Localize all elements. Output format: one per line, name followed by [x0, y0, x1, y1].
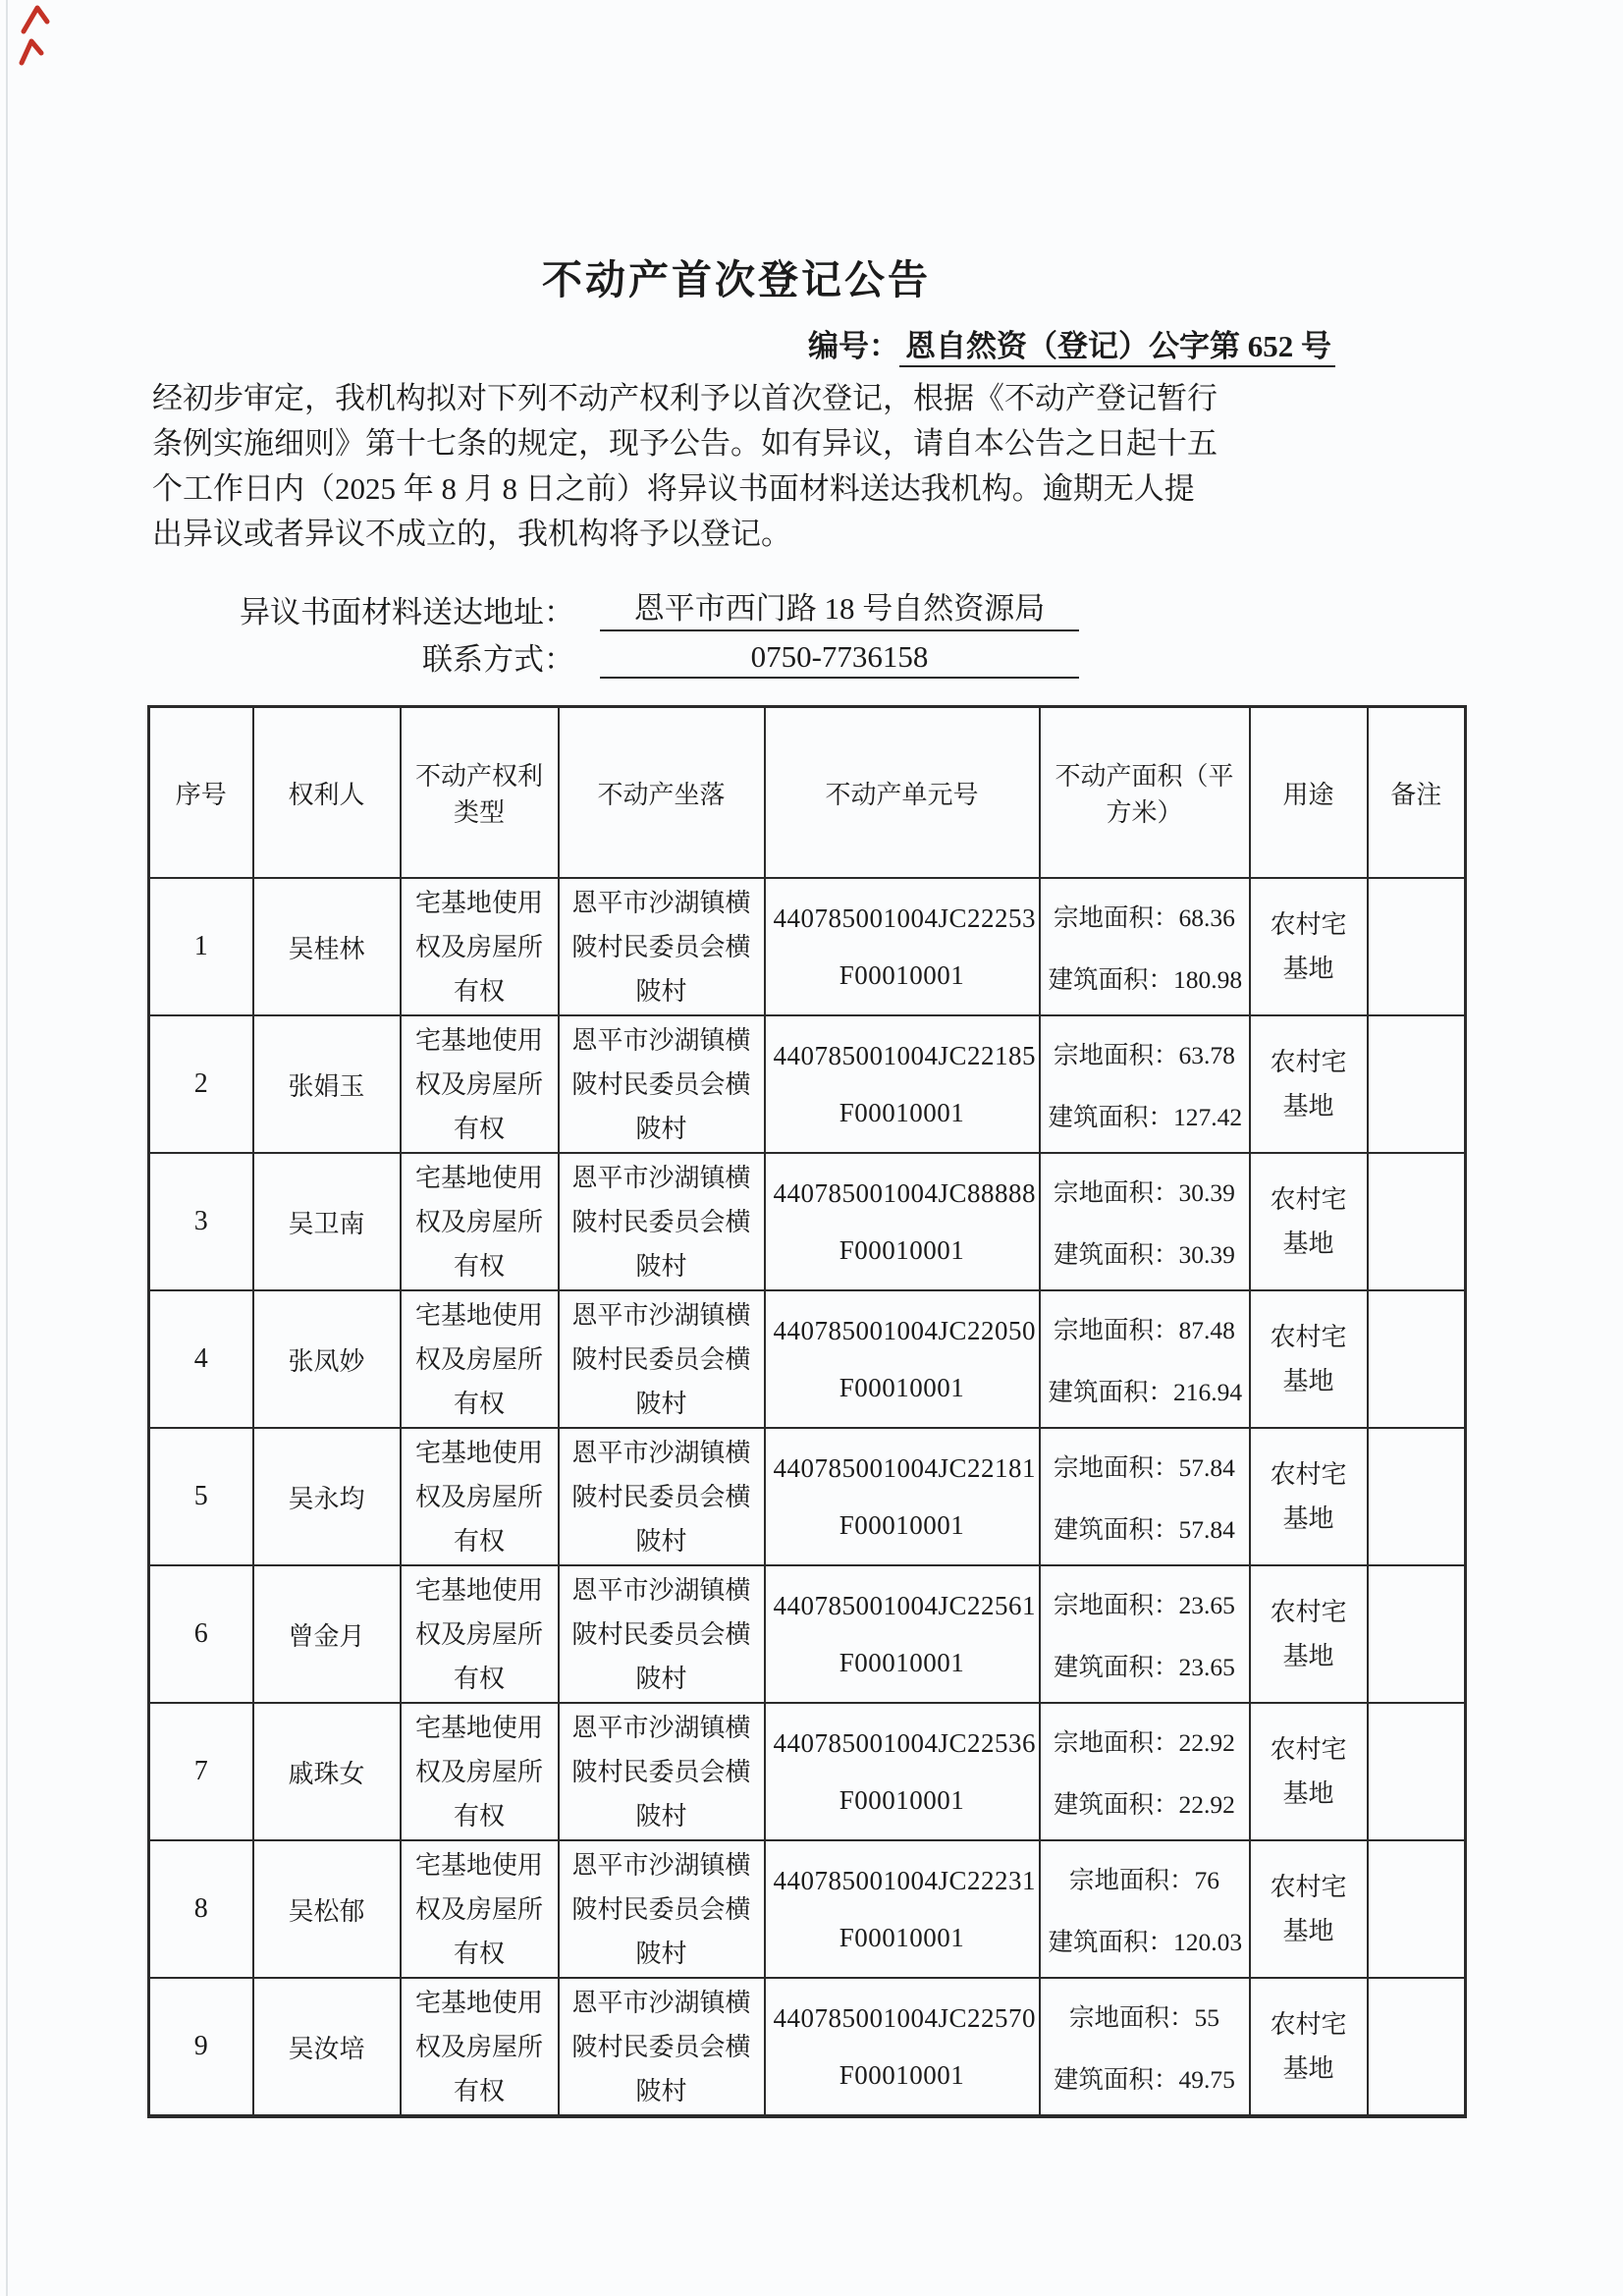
parcel-area-line: 宗地面积：30.39: [1054, 1177, 1235, 1207]
cell-location: 恩平市沙湖镇横陂村民委员会横陂村: [559, 1428, 765, 1565]
parcel-area-line: 宗地面积：68.36: [1054, 902, 1235, 932]
unit-no-line1: 440785001004JC22181: [773, 1452, 1037, 1483]
header-seq: 序号: [149, 707, 253, 879]
cell-location: 恩平市沙湖镇横陂村民委员会横陂村: [559, 878, 765, 1015]
unit-no-line2: F00010001: [839, 1784, 965, 1815]
unit-no-line2: F00010001: [839, 1647, 965, 1677]
body-line: 经初步审定，我机构拟对下列不动产权利予以首次登记，根据《不动产登记暂行: [152, 381, 1217, 415]
cell-owner: 张娟玉: [253, 1015, 401, 1153]
cell-area: [1040, 1015, 1250, 1153]
cell-right-type: 宅基地使用权及房屋所有权: [401, 1840, 559, 1978]
cell-remark: [1368, 878, 1466, 1015]
cell-seq: 4: [149, 1290, 253, 1428]
cell-area: [1040, 1153, 1250, 1290]
cell-usage: 农村宅基地: [1250, 1015, 1368, 1153]
cell-usage: 农村宅基地: [1250, 1290, 1368, 1428]
cell-right-type: 宅基地使用权及房屋所有权: [401, 1153, 559, 1290]
table-row: [149, 1840, 1466, 1978]
table-row: [149, 1290, 1466, 1428]
cell-seq: 6: [149, 1565, 253, 1703]
cell-area: [1040, 1703, 1250, 1840]
header-area: 不动产面积（平方米）: [1040, 707, 1250, 879]
cell-remark: [1368, 1428, 1466, 1565]
cell-remark: [1368, 1840, 1466, 1978]
unit-no-line2: F00010001: [839, 1509, 965, 1540]
cell-right-type: 宅基地使用权及房屋所有权: [401, 1015, 559, 1153]
parcel-area-line: 宗地面积：55: [1068, 2002, 1219, 2032]
unit-no-line2: F00010001: [839, 2059, 965, 2090]
building-area-line: 建筑面积：49.75: [1054, 2064, 1235, 2094]
address-label: 异议书面材料送达地址：: [240, 595, 574, 629]
parcel-area-line: 宗地面积：87.48: [1054, 1315, 1235, 1344]
cell-area: [1040, 1840, 1250, 1978]
header-usage: 用途: [1250, 707, 1368, 879]
cell-remark: [1368, 1015, 1466, 1153]
table-header-row: [149, 707, 1466, 879]
doc-number-value: 恩自然资（登记）公字第 652 号: [899, 329, 1335, 367]
cell-right-type: 宅基地使用权及房屋所有权: [401, 1703, 559, 1840]
cell-right-type: 宅基地使用权及房屋所有权: [401, 878, 559, 1015]
registration-table: [147, 705, 1467, 2118]
unit-no-line2: F00010001: [839, 959, 965, 990]
cell-location: 恩平市沙湖镇横陂村民委员会横陂村: [559, 1840, 765, 1978]
cell-unit-no: [765, 1290, 1040, 1428]
cell-usage: 农村宅基地: [1250, 1978, 1368, 2116]
cell-unit-no: [765, 1428, 1040, 1565]
cell-unit-no: [765, 1153, 1040, 1290]
cell-seq: 5: [149, 1428, 253, 1565]
building-area-line: 建筑面积：180.98: [1048, 964, 1243, 994]
cell-owner: 张凤妙: [253, 1290, 401, 1428]
table-body: [149, 878, 1466, 2116]
cell-usage: 农村宅基地: [1250, 1703, 1368, 1840]
building-area-line: 建筑面积：216.94: [1048, 1377, 1243, 1406]
body-line: 个工作日内（2025 年 8 月 8 日之前）将异议书面材料送达我机构。逾期无人提: [152, 471, 1195, 506]
cell-unit-no: [765, 1015, 1040, 1153]
cell-location: 恩平市沙湖镇横陂村民委员会横陂村: [559, 1153, 765, 1290]
cell-right-type: 宅基地使用权及房屋所有权: [401, 1565, 559, 1703]
cell-area: [1040, 1978, 1250, 2116]
building-area-line: 建筑面积：30.39: [1054, 1239, 1235, 1269]
contact-value: 0750-7736158: [600, 639, 1079, 679]
cell-remark: [1368, 1290, 1466, 1428]
body-line: 出异议或者异议不成立的，我机构将予以登记。: [152, 517, 791, 551]
cell-usage: 农村宅基地: [1250, 1153, 1368, 1290]
cell-owner: 曾金月: [253, 1565, 401, 1703]
header-owner: 权利人: [253, 707, 401, 879]
body-line: 条例实施细则》第十七条的规定，现予公告。如有异议，请自本公告之日起十五: [152, 426, 1217, 461]
contact-label: 联系方式：: [422, 642, 574, 677]
cell-area: [1040, 878, 1250, 1015]
table-row: [149, 1428, 1466, 1565]
cell-usage: 农村宅基地: [1250, 878, 1368, 1015]
unit-no-line1: 440785001004JC22050: [773, 1315, 1037, 1345]
unit-no-line1: 440785001004JC22253: [773, 902, 1037, 933]
cell-seq: 1: [149, 878, 253, 1015]
cell-unit-no: [765, 1703, 1040, 1840]
unit-no-line2: F00010001: [839, 1372, 965, 1402]
cell-right-type: 宅基地使用权及房屋所有权: [401, 1978, 559, 2116]
doc-number-line: [152, 321, 1335, 365]
cell-seq: 8: [149, 1840, 253, 1978]
cell-owner: 吴卫南: [253, 1153, 401, 1290]
unit-no-line1: 440785001004JC22231: [773, 1865, 1037, 1895]
scan-edge-line: [6, 0, 8, 2296]
header-remark: 备注: [1368, 707, 1466, 879]
cell-location: 恩平市沙湖镇横陂村民委员会横陂村: [559, 1703, 765, 1840]
unit-no-line1: 440785001004JC22185: [773, 1040, 1037, 1070]
cell-unit-no: [765, 1978, 1040, 2116]
header-unit-no: 不动产单元号: [765, 707, 1040, 879]
unit-no-line1: 440785001004JC22536: [773, 1727, 1037, 1758]
parcel-area-line: 宗地面积：22.92: [1054, 1727, 1235, 1757]
unit-no-line2: F00010001: [839, 1097, 965, 1127]
header-right-type: 不动产权利类型: [401, 707, 559, 879]
doc-number-label: 编号：: [808, 329, 899, 363]
cell-owner: 吴松郁: [253, 1840, 401, 1978]
header-location: 不动产坐落: [559, 707, 765, 879]
table-row: [149, 1153, 1466, 1290]
cell-seq: 2: [149, 1015, 253, 1153]
cell-location: 恩平市沙湖镇横陂村民委员会横陂村: [559, 1978, 765, 2116]
cell-remark: [1368, 1978, 1466, 2116]
address-line: [152, 583, 1330, 631]
cell-remark: [1368, 1153, 1466, 1290]
red-pen-mark: [14, 2, 82, 76]
notice-body: [152, 376, 1330, 557]
cell-owner: 吴永均: [253, 1428, 401, 1565]
cell-area: [1040, 1428, 1250, 1565]
parcel-area-line: 宗地面积：23.65: [1054, 1590, 1235, 1619]
cell-owner: 吴汝培: [253, 1978, 401, 2116]
cell-remark: [1368, 1703, 1466, 1840]
building-area-line: 建筑面积：57.84: [1054, 1514, 1235, 1544]
building-area-line: 建筑面积：23.65: [1054, 1652, 1235, 1681]
cell-location: 恩平市沙湖镇横陂村民委员会横陂村: [559, 1015, 765, 1153]
cell-seq: 9: [149, 1978, 253, 2116]
building-area-line: 建筑面积：22.92: [1054, 1789, 1235, 1819]
cell-area: [1040, 1565, 1250, 1703]
cell-usage: 农村宅基地: [1250, 1428, 1368, 1565]
building-area-line: 建筑面积：120.03: [1048, 1927, 1243, 1956]
unit-no-line1: 440785001004JC88888: [773, 1177, 1037, 1208]
unit-no-line2: F00010001: [839, 1234, 965, 1265]
parcel-area-line: 宗地面积：63.78: [1054, 1040, 1235, 1069]
unit-no-line1: 440785001004JC22561: [773, 1590, 1037, 1620]
cell-location: 恩平市沙湖镇横陂村民委员会横陂村: [559, 1565, 765, 1703]
cell-unit-no: [765, 1565, 1040, 1703]
table-row: [149, 1565, 1466, 1703]
cell-owner: 戚珠女: [253, 1703, 401, 1840]
contact-line: [152, 634, 1330, 679]
cell-unit-no: [765, 1840, 1040, 1978]
cell-area: [1040, 1290, 1250, 1428]
table-row: [149, 1978, 1466, 2116]
cell-right-type: 宅基地使用权及房屋所有权: [401, 1290, 559, 1428]
table-row: [149, 1703, 1466, 1840]
unit-no-line2: F00010001: [839, 1922, 965, 1952]
cell-owner: 吴桂林: [253, 878, 401, 1015]
cell-unit-no: [765, 878, 1040, 1015]
cell-right-type: 宅基地使用权及房屋所有权: [401, 1428, 559, 1565]
cell-location: 恩平市沙湖镇横陂村民委员会横陂村: [559, 1290, 765, 1428]
table-row: [149, 878, 1466, 1015]
unit-no-line1: 440785001004JC22570: [773, 2002, 1037, 2033]
cell-seq: 3: [149, 1153, 253, 1290]
building-area-line: 建筑面积：127.42: [1048, 1102, 1243, 1131]
page-title: 不动产首次登记公告: [542, 257, 931, 302]
table-row: [149, 1015, 1466, 1153]
cell-usage: 农村宅基地: [1250, 1565, 1368, 1703]
cell-remark: [1368, 1565, 1466, 1703]
cell-seq: 7: [149, 1703, 253, 1840]
parcel-area-line: 宗地面积：76: [1068, 1865, 1219, 1894]
parcel-area-line: 宗地面积：57.84: [1054, 1452, 1235, 1482]
cell-usage: 农村宅基地: [1250, 1840, 1368, 1978]
address-value: 恩平市西门路 18 号自然资源局: [600, 583, 1079, 631]
